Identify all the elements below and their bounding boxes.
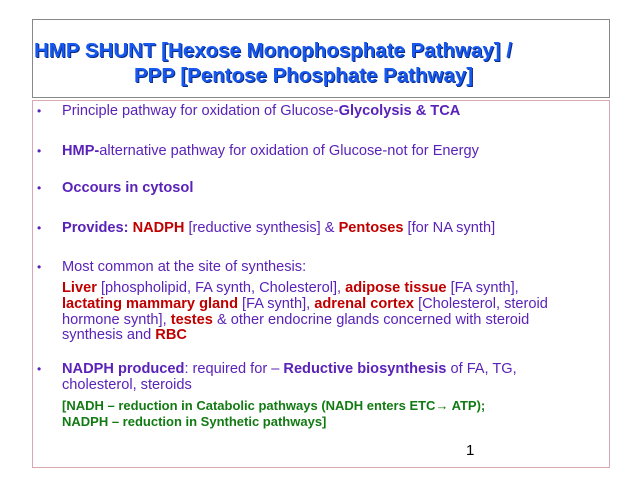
text-segment: NADPH produced (62, 361, 185, 377)
bullet-6-line (62, 414, 326, 430)
text-segment: synthesis and (62, 327, 156, 343)
page-number: 1 (466, 442, 475, 459)
text-segment: Glycolysis & TCA (338, 103, 461, 119)
text-segment: [reductive synthesis] & (184, 220, 339, 236)
bullet-5-line (62, 327, 187, 343)
bullet-icon: • (37, 362, 42, 376)
text-segment: of FA, TG, (446, 361, 517, 377)
text-segment: NADPH – reduction in Synthetic pathways] (62, 414, 327, 429)
bullet-icon: • (37, 221, 42, 235)
text-segment: Principle pathway for oxidation of Glucose- (62, 103, 339, 119)
bullet-5-line (62, 259, 306, 275)
text-segment: [Cholesterol, steroid (414, 296, 548, 312)
text-segment: adipose tissue (345, 280, 447, 296)
text-segment: HMP- (62, 143, 100, 159)
bullet-5-line (62, 280, 519, 296)
text-segment: adrenal cortex (314, 296, 415, 312)
text-segment: : required for – (184, 361, 284, 377)
text-segment: hormone synth], (62, 312, 171, 328)
text-segment: Provides: (62, 220, 133, 236)
bullet-4-line (62, 220, 495, 236)
text-segment: cholesterol, steroids (62, 377, 192, 393)
slide-title-line-2: PPP [Pentose Phosphate Pathway] (134, 64, 474, 87)
bullet-1-line (62, 103, 460, 119)
bullet-icon: • (37, 181, 42, 195)
bullet-icon: • (37, 144, 42, 158)
text-segment: [for NA synth] (403, 220, 496, 236)
bullet-3-line (62, 180, 193, 196)
text-segment: RBC (155, 327, 187, 343)
text-segment: testes (170, 312, 213, 328)
text-segment: [FA synth], (238, 296, 315, 312)
bullet-6-line (62, 398, 485, 414)
text-segment: [phospholipid, FA synth, Cholesterol], (96, 280, 346, 296)
bullet-icon: • (37, 104, 42, 118)
text-segment: alternative pathway for oxidation of Glucose-not for Energy (99, 143, 479, 159)
text-segment: Liver (62, 280, 97, 296)
bullet-6-line (62, 377, 192, 393)
text-segment: Most common at the site of synthesis: (62, 259, 307, 275)
bullet-icon: • (37, 260, 42, 274)
bullet-5-line (62, 312, 529, 328)
text-segment: [FA synth], (446, 280, 519, 296)
text-segment: Pentoses (338, 220, 404, 236)
bullet-5-line (62, 296, 548, 312)
text-segment: [NADH – reduction in Catabolic pathways (NADH enters ETC→ ATP); (62, 398, 486, 413)
slide-title-line-1: HMP SHUNT [Hexose Monophosphate Pathway] / (34, 39, 513, 62)
text-segment: lactating mammary gland (62, 296, 238, 312)
bullet-2-line (62, 143, 479, 159)
text-segment: Occours in cytosol (62, 180, 194, 196)
text-segment: Reductive biosynthesis (283, 361, 447, 377)
bullet-6-line (62, 361, 517, 377)
text-segment: & other endocrine glands concerned with steroid (212, 312, 530, 328)
text-segment: NADPH (132, 220, 185, 236)
